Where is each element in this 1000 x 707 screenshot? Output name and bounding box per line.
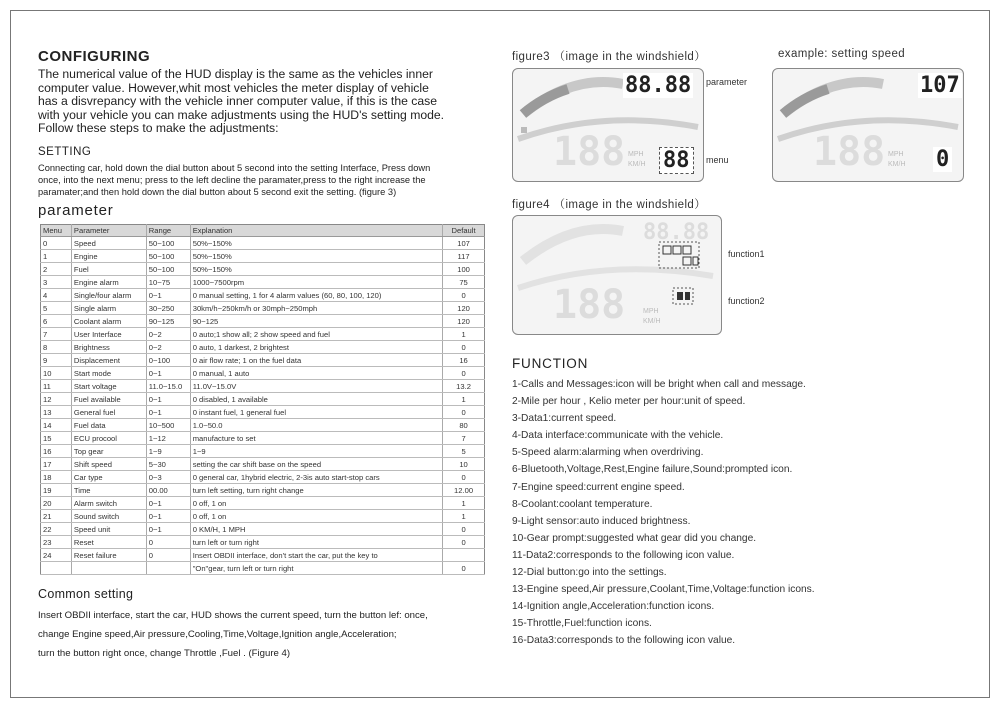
table-row xyxy=(41,276,485,289)
table-cell: 17 xyxy=(41,458,72,471)
table-cell: Fuel xyxy=(71,263,146,276)
table-cell: General fuel xyxy=(71,406,146,419)
function-item: 4-Data interface:communicate with the vehicle. xyxy=(512,430,724,442)
table-cell: 6 xyxy=(41,315,72,328)
table-cell: 13.2 xyxy=(443,380,485,393)
table-cell: Reset xyxy=(71,536,146,549)
table-cell xyxy=(41,562,72,575)
table-cell: 10 xyxy=(443,458,485,471)
table-row xyxy=(41,237,485,250)
table-row xyxy=(41,510,485,523)
table-cell: 1~12 xyxy=(146,432,190,445)
table-cell: 50~100 xyxy=(146,250,190,263)
common-line: turn the button right once, change Throttle ,Fuel . (Figure 4) xyxy=(38,648,291,659)
function-title: FUNCTION xyxy=(512,356,589,371)
function-item: 1-Calls and Messages:icon will be bright when call and message. xyxy=(512,379,806,390)
function-item: 15-Throttle,Fuel:function icons. xyxy=(512,618,652,630)
table-row xyxy=(41,328,485,341)
table-cell: 1 xyxy=(443,497,485,510)
table-cell: 75 xyxy=(443,276,485,289)
example-speed-digits: 188 xyxy=(813,129,886,175)
figure4-kmh-label: KM/H xyxy=(643,318,661,325)
table-cell: 14 xyxy=(41,419,72,432)
setting-line: Connecting car, hold down the dial button about 5 second into the setting Interface, Press down xyxy=(38,163,431,173)
table-row xyxy=(41,419,485,432)
table-cell xyxy=(146,562,190,575)
function-item: 10-Gear prompt:suggested what gear did you change. xyxy=(512,532,757,544)
table-cell: "On"gear, turn left or turn right xyxy=(190,562,442,575)
table-cell: 90~125 xyxy=(146,315,190,328)
table-cell: 24 xyxy=(41,549,72,562)
header-menu: Menu xyxy=(41,225,72,237)
table-cell: 10~500 xyxy=(146,419,190,432)
function-item: 2-Mile per hour , Kelio meter per hour:unit of speed. xyxy=(512,396,746,408)
table-row xyxy=(41,354,485,367)
table-cell: 22 xyxy=(41,523,72,536)
table-cell: Brightness xyxy=(71,341,146,354)
table-cell: 0 air flow rate; 1 on the fuel data xyxy=(190,354,442,367)
table-cell: 0 auto;1 show all; 2 show speed and fuel xyxy=(190,328,442,341)
table-cell: 15 xyxy=(41,432,72,445)
table-cell: 0~1 xyxy=(146,393,190,406)
table-cell: 19 xyxy=(41,484,72,497)
example-parameter-digits: 107 xyxy=(920,73,960,98)
table-row xyxy=(41,471,485,484)
example-hud-display xyxy=(772,68,964,182)
table-cell: 0 auto, 1 darkest, 2 brightest xyxy=(190,341,442,354)
table-row xyxy=(41,289,485,302)
table-cell: 4 xyxy=(41,289,72,302)
table-cell: setting the car shift base on the speed xyxy=(190,458,442,471)
table-cell: 1~9 xyxy=(190,445,442,458)
table-cell: Engine xyxy=(71,250,146,263)
figure3-menu-digits: 88 xyxy=(659,147,694,174)
callout-function1: function1 xyxy=(728,249,765,259)
table-cell: 21 xyxy=(41,510,72,523)
callout-function2: function2 xyxy=(728,296,765,306)
table-cell: 0 general car, 1hybrid electric, 2-3is auto start-stop cars xyxy=(190,471,442,484)
figure3-mph-label: MPH xyxy=(628,151,644,158)
table-cell: Speed unit xyxy=(71,523,146,536)
configuring-title: CONFIGURING xyxy=(38,48,151,65)
figure4-parameter-digits: 88.88 xyxy=(643,220,710,245)
table-cell: 11.0V~15.0V xyxy=(190,380,442,393)
table-cell: 0 xyxy=(443,523,485,536)
parameter-title: parameter xyxy=(38,202,114,219)
table-cell: 5 xyxy=(41,302,72,315)
table-cell: 1 xyxy=(443,328,485,341)
table-cell: Fuel available xyxy=(71,393,146,406)
function-item: 11-Data2:corresponds to the following icon value. xyxy=(512,549,735,561)
table-row xyxy=(41,497,485,510)
setting-title: SETTING xyxy=(38,146,92,158)
table-cell: 0 xyxy=(443,471,485,484)
table-cell: 9 xyxy=(41,354,72,367)
table-cell: 0~1 xyxy=(146,289,190,302)
table-cell: 20 xyxy=(41,497,72,510)
table-cell: 1 xyxy=(443,510,485,523)
table-cell: 0 xyxy=(443,341,485,354)
table-cell: 0 instant fuel, 1 general fuel xyxy=(190,406,442,419)
header-range: Range xyxy=(146,225,190,237)
setting-line: paramater;and then hold down the dial button about 5 second exit the setting. (figure 3) xyxy=(38,187,397,197)
table-cell: 0 manual setting, 1 for 4 alarm values (60, 80, 100, 120) xyxy=(190,289,442,302)
table-cell: 0 xyxy=(443,536,485,549)
table-cell xyxy=(443,549,485,562)
function-item: 8-Coolant:coolant temperature. xyxy=(512,498,653,510)
table-cell: 120 xyxy=(443,302,485,315)
table-cell: 0~3 xyxy=(146,471,190,484)
table-cell: Reset failure xyxy=(71,549,146,562)
table-cell: Start voltage xyxy=(71,380,146,393)
table-row xyxy=(41,458,485,471)
table-cell: Engine alarm xyxy=(71,276,146,289)
table-cell: 0~1 xyxy=(146,406,190,419)
callout-parameter: parameter xyxy=(706,77,748,87)
table-cell: 50%~150% xyxy=(190,250,442,263)
table-row xyxy=(41,263,485,276)
setting-line: once, into the next menu; press to the left decline the paramater,press to the right increase the xyxy=(38,175,426,185)
header-parameter: Parameter xyxy=(71,225,146,237)
table-row xyxy=(41,315,485,328)
table-cell: 1 xyxy=(41,250,72,263)
function-item: 6-Bluetooth,Voltage,Rest,Engine failure,Sound:prompted icon. xyxy=(512,464,793,476)
table-header-row xyxy=(41,225,485,237)
table-cell: turn left or turn right xyxy=(190,536,442,549)
table-cell: 0~2 xyxy=(146,328,190,341)
table-cell: 50%~150% xyxy=(190,263,442,276)
table-cell: 0 xyxy=(146,536,190,549)
table-cell: 80 xyxy=(443,419,485,432)
table-cell: 0 xyxy=(146,549,190,562)
intro-line: computer value. However,whit most vehicles the meter display of vehicle xyxy=(38,80,429,95)
table-cell: 120 xyxy=(443,315,485,328)
table-cell: 1~9 xyxy=(146,445,190,458)
table-cell: 0 xyxy=(443,406,485,419)
table-cell: 1000~7500rpm xyxy=(190,276,442,289)
table-cell: 16 xyxy=(443,354,485,367)
intro-line: The numerical value of the HUD display is the same as the vehicles inner xyxy=(38,67,433,81)
table-cell: 107 xyxy=(443,237,485,250)
intro-line: Follow these steps to make the adjustments: xyxy=(38,121,279,135)
table-cell: Insert OBDII interface, don't start the car, put the key to xyxy=(190,549,442,562)
table-row xyxy=(41,549,485,562)
table-cell: 10 xyxy=(41,367,72,380)
function-item: 3-Data1:current speed. xyxy=(512,413,617,425)
table-row xyxy=(41,302,485,315)
table-cell: 18 xyxy=(41,471,72,484)
function-item: 12-Dial button:go into the settings. xyxy=(512,567,667,579)
table-cell: 12.00 xyxy=(443,484,485,497)
table-cell: 0 KM/H, 1 MPH xyxy=(190,523,442,536)
table-cell: 5 xyxy=(443,445,485,458)
table-cell: 100 xyxy=(443,263,485,276)
table-cell: Time xyxy=(71,484,146,497)
table-row xyxy=(41,393,485,406)
table-row xyxy=(41,562,485,575)
intro-line: has a disvrepancy with the vehicle inner computer value, if this is the case xyxy=(38,94,438,108)
header-explanation: Explanation xyxy=(190,225,442,237)
table-row xyxy=(41,432,485,445)
table-cell: Alarm switch xyxy=(71,497,146,510)
table-cell: 0 off, 1 on xyxy=(190,497,442,510)
common-line: Insert OBDII interface, start the car, HUD shows the current speed, turn the button lef: once, xyxy=(38,610,428,621)
common-line: change Engine speed,Air pressure,Cooling,Time,Voltage,Ignition angle,Acceleration; xyxy=(38,629,397,640)
table-row xyxy=(41,406,485,419)
figure4-mph-label: MPH xyxy=(643,308,659,315)
table-cell: 0 off, 1 on xyxy=(190,510,442,523)
table-cell: Start mode xyxy=(71,367,146,380)
table-cell: 0 xyxy=(443,289,485,302)
table-cell: 90~125 xyxy=(190,315,442,328)
figure3-parameter-digits: 88.88 xyxy=(625,73,692,98)
table-cell: 0~1 xyxy=(146,523,190,536)
function-item: 5-Speed alarm:alarming when overdriving. xyxy=(512,447,704,459)
figure4-speed-digits: 188 xyxy=(553,282,626,328)
table-cell: 11 xyxy=(41,380,72,393)
table-cell: 50~100 xyxy=(146,237,190,250)
common-setting-title: Common setting xyxy=(38,587,134,601)
table-cell: ECU procool xyxy=(71,432,146,445)
table-row xyxy=(41,536,485,549)
common-setting-text xyxy=(38,606,508,663)
table-cell: 1.0~50.0 xyxy=(190,419,442,432)
table-cell: 117 xyxy=(443,250,485,263)
table-cell: 0~100 xyxy=(146,354,190,367)
table-cell: manufacture to set xyxy=(190,432,442,445)
table-cell: 0 xyxy=(443,562,485,575)
table-cell: Speed xyxy=(71,237,146,250)
setting-text xyxy=(38,162,488,198)
table-row xyxy=(41,484,485,497)
parameter-table-body xyxy=(41,237,485,575)
table-cell: Single alarm xyxy=(71,302,146,315)
figure3-speed-digits: 188 xyxy=(553,129,626,175)
function-item: 9-Light sensor:auto induced brightness. xyxy=(512,515,691,527)
table-cell: 0~1 xyxy=(146,510,190,523)
table-cell: 2 xyxy=(41,263,72,276)
table-row xyxy=(41,523,485,536)
callout-menu: menu xyxy=(706,155,729,165)
table-cell: Sound switch xyxy=(71,510,146,523)
table-row xyxy=(41,367,485,380)
table-cell: Coolant alarm xyxy=(71,315,146,328)
table-cell: Fuel data xyxy=(71,419,146,432)
table-cell: Shift speed xyxy=(71,458,146,471)
table-cell: 11.0~15.0 xyxy=(146,380,190,393)
function-item: 16-Data3:corresponds to the following icon value. xyxy=(512,635,736,647)
table-cell: Displacement xyxy=(71,354,146,367)
intro-line: with your vehicle you can make adjustments using the HUD's setting mode. xyxy=(38,107,445,122)
figure3-kmh-label: KM/H xyxy=(628,161,646,168)
header-default: Default xyxy=(443,225,485,237)
table-cell: 5~30 xyxy=(146,458,190,471)
table-cell: 16 xyxy=(41,445,72,458)
figure4-label: figure4 （image in the windshield） xyxy=(512,199,707,211)
example-label: example: setting speed xyxy=(778,48,906,60)
table-cell: 0~2 xyxy=(146,341,190,354)
table-cell: 1 xyxy=(443,393,485,406)
table-cell: 7 xyxy=(443,432,485,445)
table-cell: 12 xyxy=(41,393,72,406)
table-row xyxy=(41,341,485,354)
function-item: 13-Engine speed,Air pressure,Coolant,Time,Voltage:function icons. xyxy=(512,584,815,596)
figure3-hud-display xyxy=(512,68,704,182)
figure4-hud-display xyxy=(512,215,722,335)
table-cell xyxy=(71,562,146,575)
table-row xyxy=(41,445,485,458)
table-cell: 30km/h~250km/h or 30mph~250mph xyxy=(190,302,442,315)
table-cell: 30~250 xyxy=(146,302,190,315)
function-item: 14-Ignition angle,Acceleration:function icons. xyxy=(512,601,715,613)
table-cell: 13 xyxy=(41,406,72,419)
example-kmh-label: KM/H xyxy=(888,161,906,168)
table-row xyxy=(41,380,485,393)
table-cell: 0~1 xyxy=(146,367,190,380)
table-cell: Car type xyxy=(71,471,146,484)
table-cell: 50%~150% xyxy=(190,237,442,250)
table-cell: 10~75 xyxy=(146,276,190,289)
function-list xyxy=(512,376,872,650)
table-cell: User Interface xyxy=(71,328,146,341)
table-row xyxy=(41,250,485,263)
parameter-table xyxy=(40,224,485,575)
table-cell: 3 xyxy=(41,276,72,289)
table-cell: 0 xyxy=(41,237,72,250)
table-cell: Top gear xyxy=(71,445,146,458)
table-cell: 0 manual, 1 auto xyxy=(190,367,442,380)
table-cell: 8 xyxy=(41,341,72,354)
table-cell: 23 xyxy=(41,536,72,549)
table-cell: 7 xyxy=(41,328,72,341)
example-menu-digits: 0 xyxy=(933,147,952,172)
table-cell: 0 disabled, 1 available xyxy=(190,393,442,406)
table-cell: 50~100 xyxy=(146,263,190,276)
table-cell: turn left setting, turn right change xyxy=(190,484,442,497)
table-cell: 0~1 xyxy=(146,497,190,510)
figure3-label: figure3 （image in the windshield） xyxy=(512,51,707,63)
table-cell: 00.00 xyxy=(146,484,190,497)
table-cell: Single/four alarm xyxy=(71,289,146,302)
function-item: 7-Engine speed:current engine speed. xyxy=(512,481,685,493)
configuring-intro xyxy=(38,68,493,136)
table-cell: 0 xyxy=(443,367,485,380)
example-mph-label: MPH xyxy=(888,151,904,158)
